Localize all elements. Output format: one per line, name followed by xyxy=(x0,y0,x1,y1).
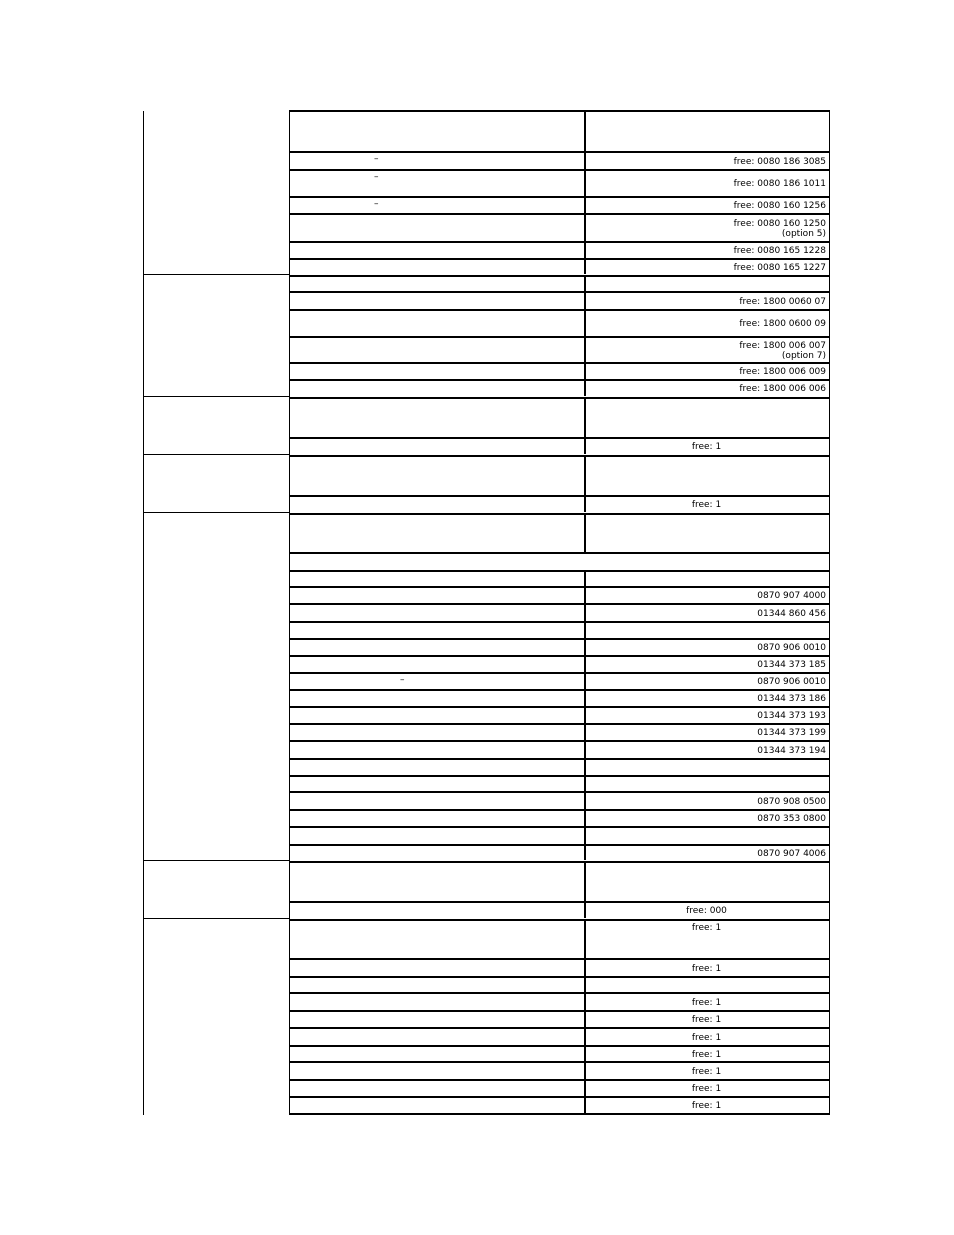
column-divider-2 xyxy=(584,741,586,758)
phone-number: free: 0080 165 1227 xyxy=(733,263,826,273)
row-border xyxy=(289,379,830,381)
row-border xyxy=(289,844,830,846)
phone-number: 0870 906 0010 xyxy=(757,677,826,687)
phone-number: free: 1800 006 007 (option 7) xyxy=(739,341,826,361)
group-border xyxy=(143,396,289,397)
row-border xyxy=(289,740,830,742)
column-divider-2 xyxy=(584,276,586,291)
phone-number: free: 1800 006 009 xyxy=(739,367,826,377)
phone-number: free: 0080 186 1011 xyxy=(733,179,826,189)
column-divider-2 xyxy=(584,792,586,809)
column-divider-2 xyxy=(584,380,586,396)
right-border xyxy=(829,111,830,1115)
row-border xyxy=(289,1027,830,1029)
column-divider-2 xyxy=(584,456,586,495)
phone-number: free: 1 xyxy=(691,1101,722,1111)
phone-number: free: 1 xyxy=(691,1050,722,1060)
table-bottom-border xyxy=(289,1113,830,1115)
column-divider-2 xyxy=(584,707,586,723)
row-border xyxy=(289,672,830,674)
column-divider-1 xyxy=(289,111,290,1115)
row-border xyxy=(289,275,830,277)
row-border xyxy=(289,1010,830,1012)
dash-marker: – xyxy=(374,154,379,164)
row-border xyxy=(289,689,830,691)
column-divider-2 xyxy=(584,170,586,196)
row-border xyxy=(289,455,830,457)
column-divider-2 xyxy=(584,690,586,706)
row-border xyxy=(289,241,830,243)
phone-number: free: 0080 186 3085 xyxy=(733,157,826,167)
phone-number: free: 0080 165 1228 xyxy=(733,246,826,256)
dash-marker: – xyxy=(400,675,405,685)
row-border xyxy=(289,723,830,725)
phone-number: free: 1 xyxy=(691,1033,722,1043)
phone-number: 01344 373 193 xyxy=(757,711,826,721)
row-border xyxy=(289,151,830,153)
phone-number: free: 1 xyxy=(691,1067,722,1077)
phone-number: 01344 373 186 xyxy=(757,694,826,704)
column-divider-2 xyxy=(584,776,586,791)
row-border xyxy=(289,1045,830,1047)
group-border xyxy=(143,274,289,275)
column-divider-2 xyxy=(584,1028,586,1045)
column-divider-2 xyxy=(584,1097,586,1113)
row-border xyxy=(289,513,830,515)
row-border xyxy=(289,495,830,497)
column-divider-2 xyxy=(584,622,586,638)
row-border xyxy=(289,603,830,605)
row-border xyxy=(289,655,830,657)
row-border xyxy=(289,1096,830,1098)
phone-number: free: 1800 0600 09 xyxy=(739,319,826,329)
row-border xyxy=(289,919,830,921)
column-divider-2 xyxy=(584,862,586,901)
left-border xyxy=(143,111,144,1115)
row-border xyxy=(289,258,830,260)
column-divider-2 xyxy=(584,111,586,151)
row-border xyxy=(289,309,830,311)
column-divider-2 xyxy=(584,959,586,976)
row-border xyxy=(289,552,830,554)
phone-number: 0870 907 4006 xyxy=(757,849,826,859)
column-divider-2 xyxy=(584,214,586,241)
group-border xyxy=(143,860,289,861)
phone-number: 01344 860 456 xyxy=(757,609,826,619)
phone-number: free: 1 xyxy=(691,1015,722,1025)
column-divider-2 xyxy=(584,993,586,1010)
column-divider-2 xyxy=(584,1046,586,1061)
row-border xyxy=(289,196,830,198)
column-divider-2 xyxy=(584,514,586,552)
row-border xyxy=(289,758,830,760)
phone-number: free: 1800 0060 07 xyxy=(739,297,826,307)
phone-number: free: 1 xyxy=(691,442,722,452)
column-divider-2 xyxy=(584,438,586,454)
phone-number: free: 1 xyxy=(691,923,722,933)
column-divider-2 xyxy=(584,337,586,362)
row-border xyxy=(289,437,830,439)
column-divider-2 xyxy=(584,259,586,274)
dash-marker: – xyxy=(374,199,379,209)
phone-number: free: 1800 006 006 xyxy=(739,384,826,394)
column-divider-2 xyxy=(584,496,586,512)
column-divider-2 xyxy=(584,1080,586,1096)
row-border xyxy=(289,291,830,293)
column-divider-2 xyxy=(584,398,586,437)
row-border xyxy=(289,826,830,828)
row-border xyxy=(289,1061,830,1063)
column-divider-2 xyxy=(584,1011,586,1027)
row-border xyxy=(289,775,830,777)
column-divider-2 xyxy=(584,587,586,603)
row-border xyxy=(289,110,830,112)
phone-number: free: 0080 160 1256 xyxy=(733,201,826,211)
row-border xyxy=(289,809,830,811)
column-divider-2 xyxy=(584,242,586,258)
column-divider-2 xyxy=(584,902,586,918)
column-divider-2 xyxy=(584,759,586,775)
group-border xyxy=(143,454,289,455)
phone-number: 0870 907 4000 xyxy=(757,591,826,601)
phone-number: free: 1 xyxy=(691,1084,722,1094)
column-divider-2 xyxy=(584,977,586,992)
column-divider-2 xyxy=(584,310,586,336)
row-border xyxy=(289,861,830,863)
row-border xyxy=(289,621,830,623)
column-divider-2 xyxy=(584,152,586,169)
row-border xyxy=(289,169,830,171)
row-border xyxy=(289,213,830,215)
phone-number: 01344 373 185 xyxy=(757,660,826,670)
group-border xyxy=(143,918,289,919)
row-border xyxy=(289,901,830,903)
row-border xyxy=(289,336,830,338)
row-border xyxy=(289,570,830,572)
row-border xyxy=(289,992,830,994)
column-divider-2 xyxy=(584,656,586,672)
phone-number: 01344 373 194 xyxy=(757,746,826,756)
column-divider-2 xyxy=(584,197,586,213)
phone-number: free: 0080 160 1250 (option 5) xyxy=(733,219,826,239)
row-border xyxy=(289,976,830,978)
phone-number: free: 1 xyxy=(691,500,722,510)
phone-number: free: 1 xyxy=(691,998,722,1008)
phone-number: 01344 373 199 xyxy=(757,728,826,738)
row-border xyxy=(289,791,830,793)
row-border xyxy=(289,1079,830,1081)
column-divider-2 xyxy=(584,639,586,655)
column-divider-2 xyxy=(584,920,586,958)
phone-number: 0870 906 0010 xyxy=(757,643,826,653)
column-divider-2 xyxy=(584,292,586,309)
column-divider-2 xyxy=(584,827,586,844)
row-border xyxy=(289,397,830,399)
column-divider-2 xyxy=(584,604,586,621)
column-divider-2 xyxy=(584,571,586,586)
row-border xyxy=(289,362,830,364)
column-divider-2 xyxy=(584,673,586,689)
row-border xyxy=(289,586,830,588)
row-border xyxy=(289,958,830,960)
phone-number: 0870 353 0800 xyxy=(757,814,826,824)
dash-marker: – xyxy=(374,172,379,182)
group-border xyxy=(143,512,289,513)
column-divider-2 xyxy=(584,724,586,740)
row-border xyxy=(289,706,830,708)
column-divider-2 xyxy=(584,845,586,860)
phone-number: 0870 908 0500 xyxy=(757,797,826,807)
column-divider-2 xyxy=(584,810,586,826)
phone-number: free: 1 xyxy=(691,964,722,974)
column-divider-2 xyxy=(584,1062,586,1079)
row-border xyxy=(289,638,830,640)
phone-number: free: 000 xyxy=(686,906,727,916)
column-divider-2 xyxy=(584,363,586,379)
